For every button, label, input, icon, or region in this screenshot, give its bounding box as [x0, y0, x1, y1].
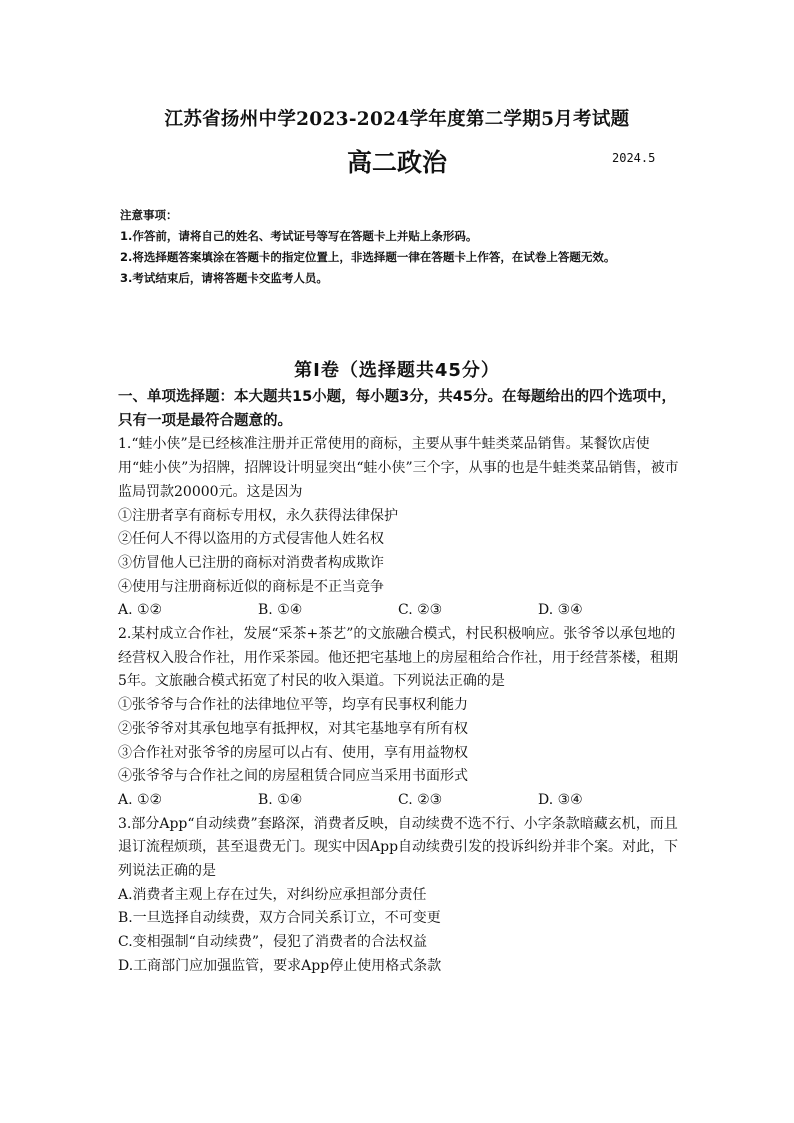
question-stem: 1.“蛙小侠”是已经核准注册并正常使用的商标，主要从事牛蛙类菜品销售。某餐饮店使用“蛙小侠”为招牌，招牌设计明显突出“蛙小侠”三个字，从事的也是牛蛙类菜品销售，被市监局罚款20000元。这是因为 — [118, 436, 679, 500]
notes-heading: 注意事项： — [120, 208, 178, 222]
question-stem: 3.部分App“自动续费”套路深，消费者反映，自动续费不选不行、小字条款暗藏玄机，而且退订流程烦琐，甚至退费无门。现实中因App自动续费引发的投诉纠纷并非个案。对此，下列说法正确的是 — [118, 815, 679, 880]
statement: ②张爷爷对其承包地享有抵押权，对其宅基地享有所有权 — [118, 720, 468, 737]
questions-content — [118, 386, 684, 979]
question-1 — [118, 433, 684, 623]
subject-line — [0, 143, 794, 175]
question-3 — [118, 813, 684, 979]
choice-c: C. ②③ — [398, 602, 443, 619]
choice-d: D. ③④ — [538, 791, 583, 808]
statement: ②任何人不得以盗用的方式侵害他人姓名权 — [118, 531, 384, 548]
exam-date: 2024.5 — [612, 151, 656, 165]
statement: ④张爷爷与合作社之间的房屋租赁合同应当采用书面形式 — [118, 768, 468, 785]
exam-notes — [120, 205, 690, 289]
option-c: C.变相强制“自动续费”，侵犯了消费者的合法权益 — [118, 934, 427, 951]
option-b: B.一旦选择自动续费，双方合同关系订立，不可变更 — [118, 910, 441, 927]
choice-b: B. ①④ — [258, 791, 303, 808]
note-item: 1.作答前，请将自己的姓名、考试证号等写在答题卡上并贴上条形码。 — [120, 229, 478, 243]
choice-a: A. ①② — [118, 602, 163, 619]
question-2 — [118, 623, 684, 813]
choice-c: C. ②③ — [398, 791, 443, 808]
choice-a: A. ①② — [118, 791, 163, 808]
note-item: 3.考试结束后，请将答题卡交监考人员。 — [120, 271, 328, 285]
exam-title: 江苏省扬州中学2023-2024学年度第二学期5月考试题 — [164, 109, 630, 130]
answer-choices — [118, 789, 684, 813]
part-intro: 一、单项选择题：本大题共15小题，每小题3分，共45分。在每题给出的四个选项中，只有一项是最符合题意的。 — [118, 389, 676, 429]
statement: ③仿冒他人已注册的商标对消费者构成欺诈 — [118, 554, 384, 571]
option-a: A.消费者主观上存在过失，对纠纷应承担部分责任 — [118, 886, 427, 903]
statement: ④使用与注册商标近似的商标是不正当竞争 — [118, 578, 384, 595]
statement: ③合作社对张爷爷的房屋可以占有、使用，享有用益物权 — [118, 744, 468, 761]
answer-choices — [118, 599, 684, 623]
choice-d: D. ③④ — [538, 602, 583, 619]
statement: ①张爷爷与合作社的法律地位平等，均享有民事权利能力 — [118, 697, 468, 714]
question-stem: 2.某村成立合作社，发展“采茶+茶艺”的文旅融合模式，村民积极响应。张爷爷以承包地的经营权入股合作社，用作采茶园。他还把宅基地上的房屋租给合作社，用于经营茶楼，租期5年。文旅融合模式拓宽了村民的收入渠道。下列说法正确的是 — [118, 626, 678, 690]
subject-title: 高二政治 — [346, 148, 447, 177]
statement: ①注册者享有商标专用权，永久获得法律保护 — [118, 507, 398, 524]
note-item: 2.将选择题答案填涂在答题卡的指定位置上，非选择题一律在答题卡上作答，在试卷上答题无效。 — [120, 250, 616, 264]
choice-b: B. ①④ — [258, 602, 303, 619]
option-d: D.工商部门应加强监管，要求App停止使用格式条款 — [118, 957, 442, 974]
section-heading: 第Ⅰ卷（选择题共45分） — [294, 360, 500, 381]
